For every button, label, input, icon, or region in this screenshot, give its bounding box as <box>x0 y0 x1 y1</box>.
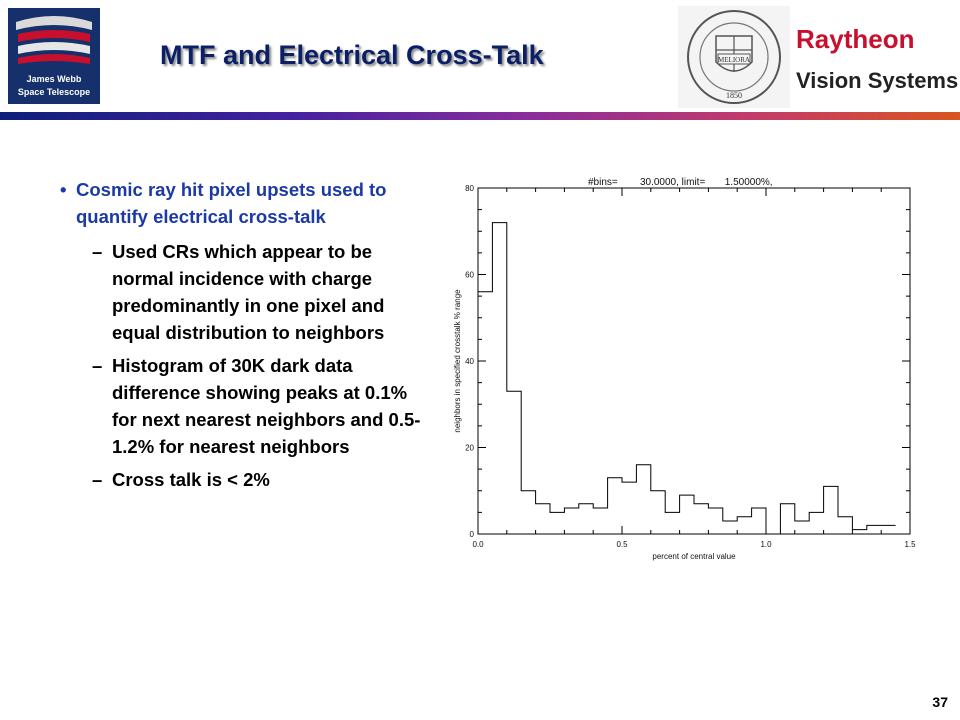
histogram-bin <box>521 491 535 534</box>
sub-bullet-text: Used CRs which appear to be normal incidence with charge predominantly in one pixel and equal distribution to neighbors <box>112 241 385 343</box>
histogram-bin <box>824 486 838 534</box>
histogram-bin <box>608 478 622 534</box>
histogram-bin <box>780 504 794 534</box>
y-tick-label: 40 <box>465 357 474 366</box>
seal-motto: MELIORA <box>718 56 750 64</box>
x-tick-label: 1.5 <box>904 540 916 549</box>
histogram-bin <box>867 525 881 534</box>
sub-bullet <box>60 352 432 460</box>
histogram-bin <box>564 508 578 534</box>
page-title: MTF and Electrical Cross-Talk <box>160 40 544 70</box>
histogram-bin <box>492 223 506 534</box>
histogram-bin <box>536 504 550 534</box>
jwst-logo-line2: Space Telescope <box>17 87 91 97</box>
histogram-bin <box>651 491 665 534</box>
y-tick-label: 20 <box>465 443 474 453</box>
histogram-bin <box>665 512 679 534</box>
bullet-list <box>60 176 432 493</box>
sub-bullet-dash: – <box>92 469 103 490</box>
histogram-bin <box>809 512 823 534</box>
histogram-bin <box>622 482 636 534</box>
histogram-bin <box>478 292 492 534</box>
plot-frame <box>478 188 910 534</box>
histogram-bin <box>680 495 694 534</box>
header-divider <box>0 112 960 120</box>
histogram-bin <box>752 508 766 534</box>
brand-subtitle: Vision Systems <box>796 68 959 93</box>
bullet-main-text: Cosmic ray hit pixel upsets used to quantify electrical cross-talk <box>76 179 387 227</box>
histogram-bin <box>795 521 809 534</box>
jwst-logo <box>8 8 100 104</box>
histogram-bin <box>550 512 564 534</box>
sub-bullet <box>60 238 432 346</box>
y-tick-label: 60 <box>465 270 474 280</box>
x-tick-label: 0.0 <box>472 540 484 549</box>
y-tick-label: 80 <box>465 184 474 193</box>
seal-year: 1850 <box>726 91 742 100</box>
x-tick-label: 0.5 <box>616 540 628 549</box>
histogram-bin <box>881 525 895 534</box>
y-tick-label: 0 <box>469 530 474 539</box>
histogram-bin <box>694 504 708 534</box>
histogram-bin <box>838 517 852 534</box>
bullet-dot: • <box>60 179 67 200</box>
raytheon-logo: Raytheon <box>796 24 915 54</box>
histogram-bin <box>737 517 751 534</box>
histogram-step-line <box>478 223 896 534</box>
histogram-bin <box>708 508 722 534</box>
x-axis-label: percent of central value <box>652 552 736 561</box>
page-number: 37 <box>932 694 948 710</box>
sub-bullet-text: Cross talk is < 2% <box>112 469 270 490</box>
jwst-logo-line1: James Webb <box>26 74 82 84</box>
y-axis-label: neighbors in specified crosstalk % range <box>453 289 462 433</box>
histogram-bin <box>852 530 866 534</box>
histogram-bin <box>593 508 607 534</box>
histogram-bin <box>636 465 650 534</box>
university-seal <box>678 6 790 108</box>
sub-bullet <box>60 466 432 493</box>
histogram-bin <box>507 391 521 534</box>
bullet-main <box>60 176 432 230</box>
histogram-bin <box>579 504 593 534</box>
x-tick-label: 1.0 <box>760 540 772 549</box>
sub-bullet-dash: – <box>92 241 103 262</box>
histogram-bin <box>723 521 737 534</box>
crosstalk-histogram <box>440 164 936 572</box>
sub-bullet-dash: – <box>92 355 103 376</box>
chart-title: #bins= 30.0000, limit= 1.50000%, <box>588 177 773 188</box>
sub-bullet-text: Histogram of 30K dark data difference showing peaks at 0.1% for next nearest neighbors and 0.5-1.2% for nearest neighbors <box>112 355 421 457</box>
